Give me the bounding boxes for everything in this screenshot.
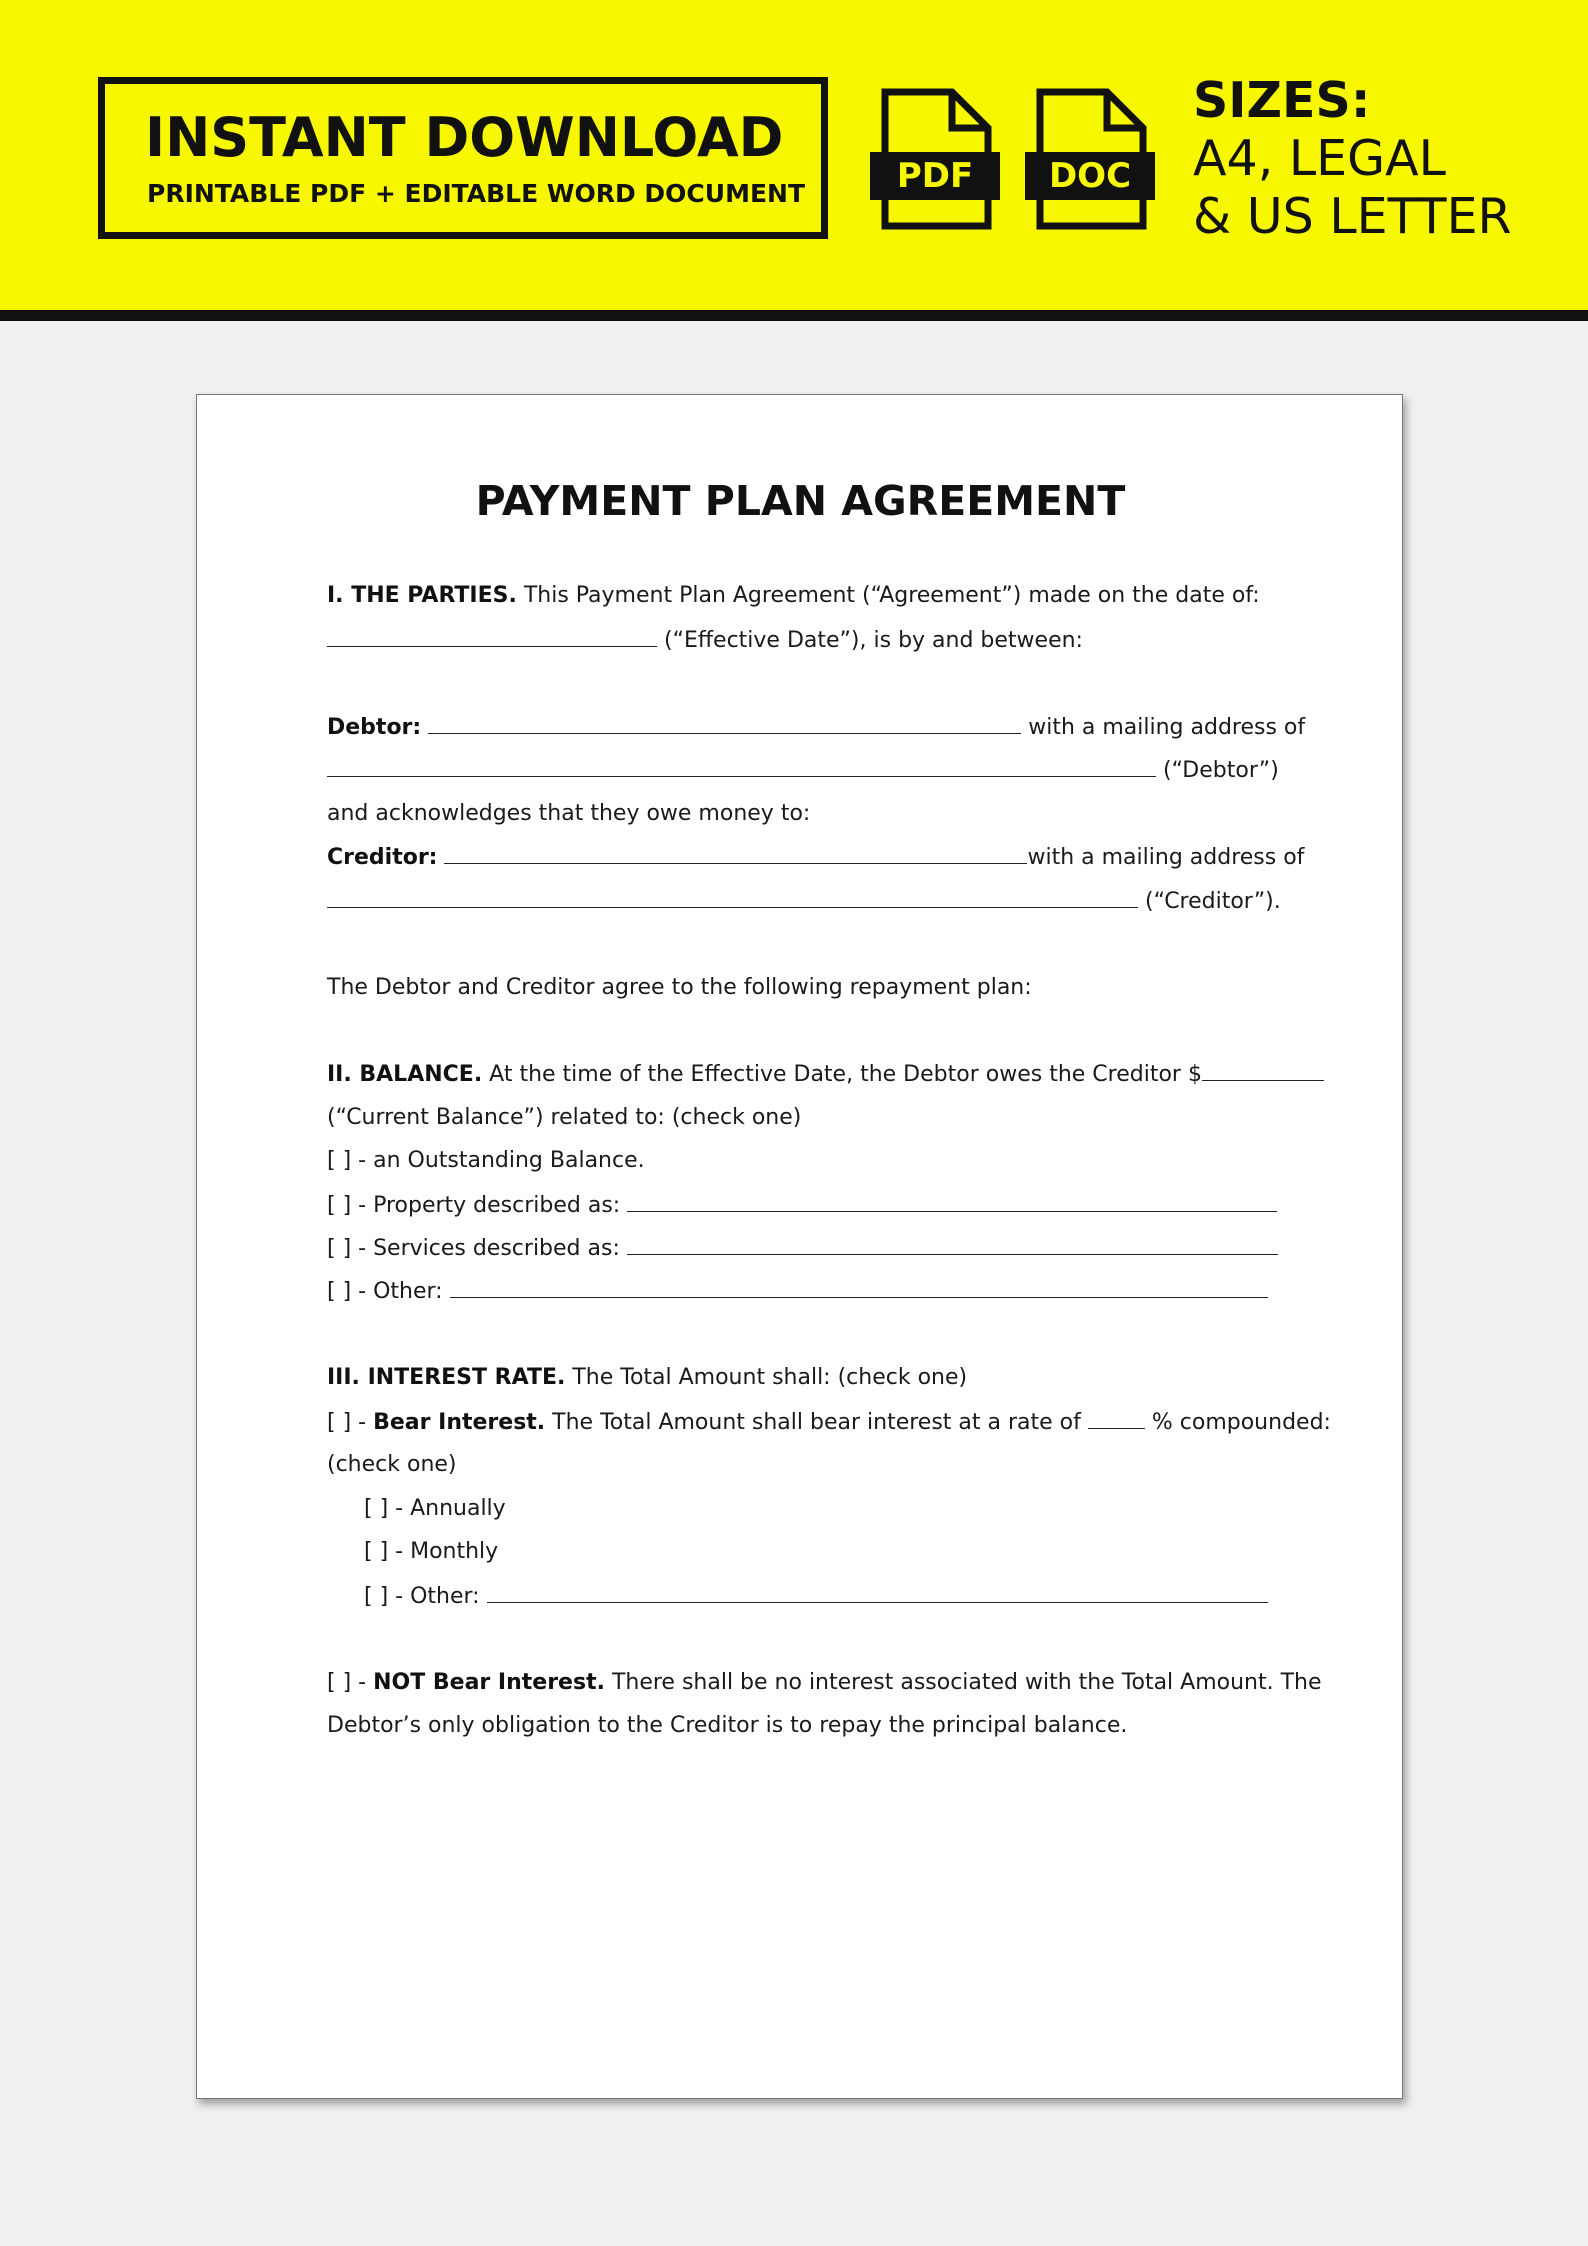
interest-line [327,1363,967,1393]
debtor-mailing-text: with a mailing address of [1021,715,1306,740]
pdf-file-icon [870,88,1000,230]
creditor-mailing-text: with a mailing address of [1027,845,1305,870]
not-bear-interest-line-2: Debtor’s only obligation to the Creditor is to repay the principal balance. [327,1713,1128,1738]
interest-heading: III. INTEREST RATE. [327,1365,566,1390]
document-title: PAYMENT PLAN AGREEMENT [475,477,1126,525]
check-one-line: (check one) [327,1452,457,1477]
interest-text: The Total Amount shall: (check one) [565,1365,968,1390]
services-description-field[interactable] [627,1233,1278,1255]
balance-amount-field[interactable] [1202,1059,1324,1081]
doc-file-icon [1025,88,1155,230]
document-page [196,394,1403,2099]
balance-option-services[interactable] [327,1233,1278,1264]
badge-title: INSTANT DOWNLOAD [145,106,784,169]
parties-intro: This Payment Plan Agreement (“Agreement”) made on the date of: [516,583,1260,608]
not-bear-interest-label: NOT Bear Interest. [373,1670,605,1695]
sizes-info [1193,72,1512,246]
compound-option-other[interactable] [364,1581,1268,1612]
pdf-label: PDF [896,156,974,196]
balance-option-property[interactable] [327,1190,1277,1221]
effective-date-field[interactable] [327,625,657,647]
creditor-label: Creditor: [327,845,438,870]
bear-interest-option[interactable] [327,1407,1331,1438]
balance-option-outstanding[interactable] [327,1146,645,1176]
debtor-suffix: (“Debtor”) [1156,758,1279,783]
debtor-address-line [327,755,1279,786]
not-bear-interest-text: There shall be no interest associated with the Total Amount. The [604,1670,1322,1695]
bear-interest-label: Bear Interest. [373,1410,546,1435]
creditor-address-field[interactable] [327,886,1138,908]
bear-suffix: % compounded: [1144,1410,1331,1435]
debtor-name-field[interactable] [428,712,1021,734]
current-balance-line: (“Current Balance”) related to: (check one) [327,1105,802,1130]
creditor-suffix: (“Creditor”). [1138,889,1281,914]
creditor-name-field[interactable] [444,842,1027,864]
parties-line-2 [327,625,1083,656]
debtor-label: Debtor: [327,715,422,740]
banner-divider [0,310,1588,321]
not-bear-interest-option[interactable] [327,1668,1322,1698]
interest-rate-field[interactable] [1088,1407,1145,1429]
effective-date-text: (“Effective Date”), is by and between: [657,628,1083,653]
compound-option-monthly[interactable] [364,1537,498,1567]
debtor-address-field[interactable] [327,755,1156,777]
creditor-line [327,842,1304,873]
option-label: [ ] - Property described as: [327,1193,628,1218]
debtor-line [327,712,1305,743]
not-prefix: [ ] - [327,1670,374,1695]
balance-line [327,1059,1324,1090]
creditor-address-line [327,886,1281,917]
instant-download-badge [98,77,828,239]
option-label: [ ] - Annually [364,1496,506,1521]
agree-line: The Debtor and Creditor agree to the following repayment plan: [327,975,1032,1000]
option-label: [ ] - Services described as: [327,1236,627,1261]
compound-other-field[interactable] [487,1581,1268,1603]
sizes-line-1: A4, LEGAL [1193,130,1446,187]
other-description-field[interactable] [450,1276,1268,1298]
doc-label: DOC [1048,156,1132,196]
acknowledges-line: and acknowledges that they owe money to: [327,801,811,826]
property-description-field[interactable] [627,1190,1277,1212]
parties-heading: I. THE PARTIES. [327,583,517,608]
badge-subtitle: PRINTABLE PDF + EDITABLE WORD DOCUMENT [147,179,806,208]
option-label: [ ] - Other: [327,1279,450,1304]
compound-option-annually[interactable] [364,1494,506,1524]
balance-text: At the time of the Effective Date, the Debtor owes the Creditor $ [482,1062,1202,1087]
balance-option-other[interactable] [327,1276,1268,1307]
sizes-line-2: & US LETTER [1193,188,1512,245]
option-label: [ ] - an Outstanding Balance. [327,1148,645,1173]
sizes-title: SIZES: [1193,72,1371,129]
balance-heading: II. BALANCE. [327,1062,483,1087]
option-label: [ ] - Other: [364,1584,487,1609]
option-label: [ ] - Monthly [364,1539,499,1564]
bear-prefix: [ ] - [327,1410,374,1435]
parties-line-1 [327,581,1260,611]
bear-interest-text: The Total Amount shall bear interest at a rate of [545,1410,1088,1435]
